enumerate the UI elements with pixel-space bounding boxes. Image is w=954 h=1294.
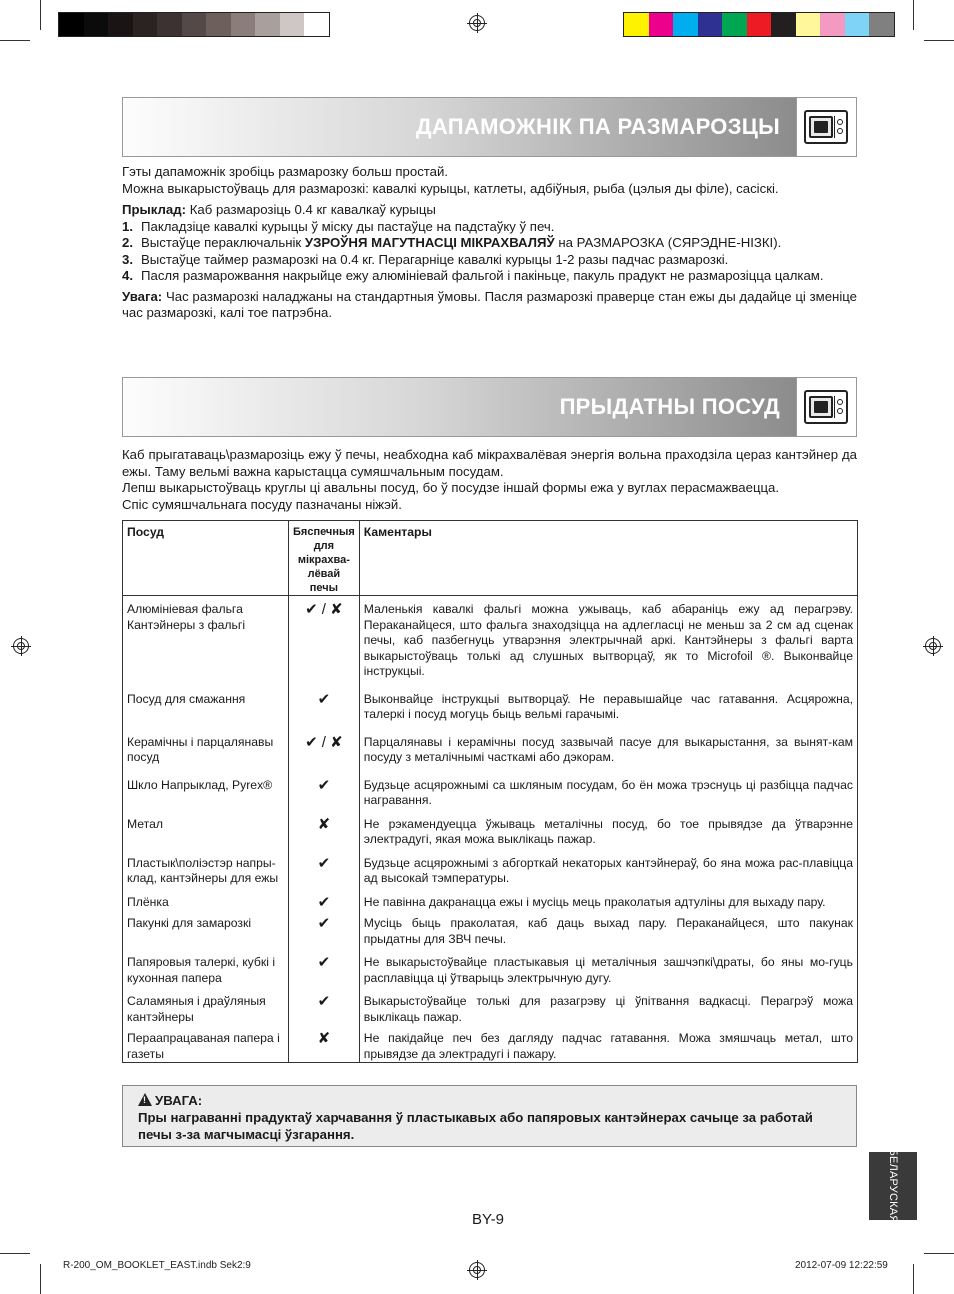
microwave-safe-cell: ✔ (289, 893, 360, 915)
step-text: Выстаўце таймер размарозкі на 0.4 кг. Перагарніце кавалкі курыцы 1-2 разы падчас размарозкі. (141, 251, 729, 267)
comment-cell: Выкарыстоўвайце толькі для разагрэву ці ўпітвання вадкасці. Перагрэў можа выклікаць пажар. (359, 992, 857, 1029)
language-tab-label: БЕЛАРУСКАЯ (887, 1148, 899, 1224)
color-swatch (747, 13, 772, 36)
step-item (122, 268, 857, 285)
comment-cell: Будзьце асцярожнымі са шкляным посудам, бо ён можа трэснуць ці разбіцца падчас награвання. (359, 776, 857, 815)
color-swatch (649, 13, 674, 36)
registration-mark-icon (469, 1262, 485, 1278)
footer-datetime: 2012-07-09 12:22:59 (795, 1260, 888, 1271)
warning-icon (138, 1093, 152, 1106)
step-number: 2. (122, 235, 133, 250)
color-swatch (182, 13, 207, 36)
table-row (123, 953, 858, 992)
table-row (123, 1029, 858, 1063)
step-number: 1. (122, 218, 133, 234)
color-swatch (108, 13, 133, 36)
comment-cell: Выконвайце інструкцыі вытворцаў. Не перавышайце час гатавання. Асцярожна, талеркі і посуд могуць быць вельмі гарачымі. (359, 690, 857, 733)
column-header-cookware: Посуд (123, 521, 289, 596)
comment-cell: Не рэкамендуецца ўжываць металічны посуд, бо тое прывядзе да ўтварэнне электрадугі, якая можа выклікаць пажар. (359, 815, 857, 854)
microwave-safe-cell: ✔ (289, 776, 360, 815)
color-swatch (796, 13, 821, 36)
cookware-cell: Саламяныя і драўляныя кантэйнеры (123, 992, 289, 1029)
note-line (122, 289, 857, 322)
crop-mark (0, 1253, 30, 1254)
step-text: Пасля размарожвання накрыйце ежу алюмініевай фальгой і пакіньце, пакуль прадукт не размарозіцца цалкам. (141, 268, 824, 283)
table-row (123, 776, 858, 815)
step-text: Пакладзіце кавалкі курыцы ў міску ды пастаўце на падстаўку ў печ. (141, 218, 555, 234)
color-swatch (869, 13, 894, 36)
intro-line: Можна выкарыстоўваць для размарозкі: кавалкі курыцы, катлеты, адбіўныя, рыба (цэлыя ды філе), сасіскі. (122, 180, 779, 196)
color-swatch (59, 13, 84, 36)
color-swatch (255, 13, 280, 36)
microwave-safe-cell: ✔ (289, 690, 360, 733)
table-row (123, 992, 858, 1029)
step-number: 3. (122, 251, 133, 267)
footer-filename: R-200_OM_BOOKLET_EAST.indb Sek2:9 (63, 1260, 251, 1271)
step-item (122, 235, 857, 252)
defrost-guide-body (122, 164, 857, 322)
microwave-safe-cell: ✔ (289, 992, 360, 1029)
column-header-comments: Каментары (359, 521, 857, 596)
steps-list (122, 219, 857, 285)
note-text: Час размарозкі наладжаны на стандартныя ўмовы. Пасля размарозкі праверце стан ежы ды дадайце ці зменіце час размарозкі, калі тое патрэбна. (122, 288, 857, 320)
warning-text: Пры награванні прадуктаў харчавання ў пластыкавых або папяровых кантэйнерах сачыце за работай печы з-за магчымасці ўзгарання. (138, 1110, 813, 1142)
color-swatch (304, 13, 329, 36)
crop-mark (40, 1264, 41, 1294)
cookware-cell: Пакункі для замарозкі (123, 914, 289, 953)
defrost-guide-header (122, 97, 857, 157)
cookware-table (122, 520, 858, 1063)
color-swatch (231, 13, 256, 36)
step-text: на РАЗМАРОЗКА (СЯРЭДНЕ-НІЗКІ). (554, 235, 782, 250)
color-swatch (157, 13, 182, 36)
registration-mark-icon (13, 638, 29, 654)
page-number: BY-9 (472, 1211, 504, 1228)
example-line (122, 202, 857, 219)
microwave-safe-cell: ✔ / ✘ (289, 733, 360, 776)
process-color-bar (623, 12, 895, 37)
color-swatch (820, 13, 845, 36)
table-row (123, 854, 858, 893)
microwave-icon-box (796, 98, 856, 156)
step-number: 4. (122, 268, 133, 283)
color-swatch (84, 13, 109, 36)
color-swatch (206, 13, 231, 36)
crop-mark (924, 1253, 954, 1254)
color-swatch (698, 13, 723, 36)
microwave-icon-box (796, 378, 856, 436)
crop-mark (0, 40, 30, 41)
column-header-microwave-safe: Бяспечныя для мікрахва-лёвай печы (289, 521, 360, 596)
language-tab (869, 1148, 917, 1224)
comment-cell: Будзьце асцярожнымі з абгорткай некаторых кантэйнераў, бо яна можа рас-плавіцца ад высокай тэмпературы. (359, 854, 857, 893)
microwave-safe-cell: ✔ / ✘ (289, 596, 360, 690)
cookware-cell: Пластык\поліэстэр напры-клад, кантэйнеры для ежы (123, 854, 289, 893)
intro-line: Гэты дапаможнік зробіць размарозку больш простай. (122, 164, 449, 179)
color-swatch (133, 13, 158, 36)
comment-cell: Не выкарыстоўвайце пластыкавыя ці металічныя зашчэпкі\драты, бо яны мо-гуць расплавіцца ці ўтварыць электрычную дугу. (359, 953, 857, 992)
crop-mark (913, 0, 914, 30)
grayscale-color-bar (58, 12, 330, 37)
cookware-cell: Пераапрацаваная папера і газеты (123, 1029, 289, 1063)
microwave-safe-cell: ✘ (289, 815, 360, 854)
color-swatch (845, 13, 870, 36)
color-swatch (280, 13, 305, 36)
table-row (123, 733, 858, 776)
step-item (122, 252, 857, 269)
comment-cell: Парцалянавы і керамічны посуд зазвычай пасуе для выкарыстання, за вынят-кам посуду з металічнымі часткамі або дэкорам. (359, 733, 857, 776)
cookware-cell: Метал (123, 815, 289, 854)
color-swatch (771, 13, 796, 36)
intro-paragraph: Лепш выкарыстоўваць круглы ці авальны посуд, бо ў посудзе іншай формы ежа у вуглах перасмажваецца. (122, 480, 780, 495)
example-text: Каб размарозіць 0.4 кг кавалкаў курыцы (186, 202, 436, 217)
table-row (123, 893, 858, 915)
table-row (123, 596, 858, 690)
suitable-cookware-header (122, 377, 857, 437)
cookware-cell: Керамічны і парцалянавы посуд (123, 733, 289, 776)
note-label: Увага: (122, 288, 163, 304)
microwave-safe-cell: ✔ (289, 953, 360, 992)
comment-cell: Не пакідайце печ без дагляду падчас гатавання. Можа змяшчаць метал, што прывядзе да электрадугі і пажару. (359, 1029, 857, 1063)
registration-mark-icon (469, 15, 485, 31)
color-swatch (624, 13, 649, 36)
intro-paragraph: Спіс сумяшчальнага посуду пазначаны ніжэй. (122, 496, 402, 512)
section-title: ДАПАМОЖНІК ПА РАЗМАРОЗЦЫ (415, 114, 780, 139)
cookware-cell: Посуд для смажання (123, 690, 289, 733)
registration-mark-icon (925, 638, 941, 654)
cookware-cell: Папяровыя талеркі, кубкі і кухонная папера (123, 953, 289, 992)
table-header-row (123, 521, 858, 596)
warning-box (122, 1085, 857, 1147)
color-swatch (722, 13, 747, 36)
microwave-safe-cell: ✔ (289, 854, 360, 893)
example-label: Прыклад: (122, 202, 187, 217)
step-text: Выстаўце пераключальнік (141, 235, 305, 250)
crop-mark (913, 1264, 914, 1294)
cookware-cell: Алюмініевая фальга Кантэйнеры з фальгі (123, 596, 289, 690)
step-bold-text: УЗРОЎНЯ МАГУТНАСЦІ МІКРАХВАЛЯЎ (304, 235, 555, 250)
cookware-intro (122, 447, 857, 513)
crop-mark (924, 40, 954, 41)
cookware-cell: Плёнка (123, 893, 289, 915)
crop-mark (40, 0, 41, 30)
intro-paragraph: Каб прыгатаваць\размарозіць ежу ў печы, неабходна каб мікрахвалёвая энергія вольна праходзіла цераз кантэйнер да ежы. Таму вельмі важна карыстацца сумяшчальным посудам. (122, 447, 857, 479)
section-title: ПРЫДАТНЫ ПОСУД (559, 394, 780, 419)
table-row (123, 815, 858, 854)
comment-cell: Мусіць быць праколатая, каб даць выхад пару. Пераканайцеся, што пакунак прыдатны для ЗВЧ печы. (359, 914, 857, 953)
table-row (123, 914, 858, 953)
microwave-safe-cell: ✘ (289, 1029, 360, 1063)
warning-label: УВАГА: (155, 1093, 203, 1108)
comment-cell: Маленькія кавалкі фальгі можна ужываць, каб абараніць ежу ад перагрэву. Пераканайцеся, што фальга знаходзіцца на адлегласці не меньш за 2 см ад сценак печы, каб пазбегнуць утварэння электрычнай аркі. Кантэйнеры з фальгі варта выкарыстоўваць толькі ад слушных вытворцаў, як то Microfoil ®. Выконвайце інструкцыі. (359, 596, 857, 690)
color-swatch (673, 13, 698, 36)
microwave-safe-cell: ✔ (289, 914, 360, 953)
microwave-icon (804, 110, 848, 144)
step-item (122, 219, 857, 236)
comment-cell: Не павінна дакранацца ежы і мусіць мець праколатыя адтуліны для выхаду пару. (359, 893, 857, 915)
table-row (123, 690, 858, 733)
cookware-cell: Шкло Напрыклад, Pyrex® (123, 776, 289, 815)
microwave-icon (804, 390, 848, 424)
